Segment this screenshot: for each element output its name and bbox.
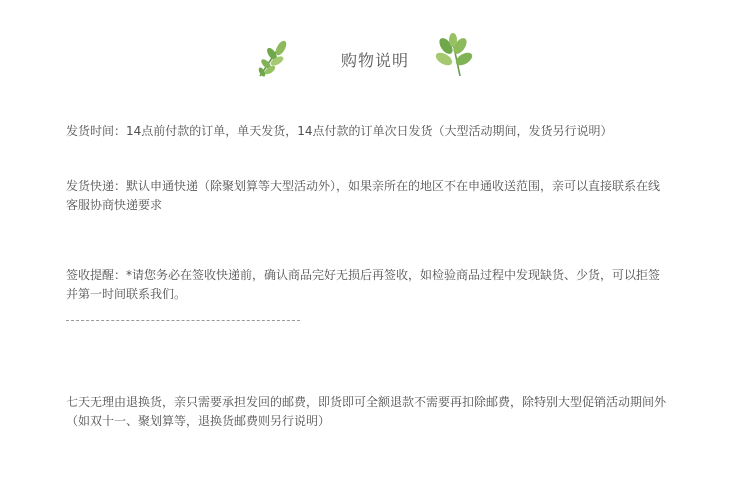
dashed-divider: [66, 320, 300, 321]
page-title: 购物说明: [340, 51, 409, 70]
return-policy-text: 七天无理由退换货，亲只需要承担发回的邮费，即货即可全额退款不需要再扣除邮费，除特别大型促销活动期间外（如双十一、聚划算等，退换货邮费则另行说明）: [66, 395, 667, 428]
shipping-time-text: 发货时间：14点前付款的订单，单天发货，14点付款的订单次日发货（大型活动期间，发货另行说明）: [66, 124, 613, 138]
shipping-courier-text: 发货快递：默认申通快递（除聚划算等大型活动外），如果亲所在的地区不在申通收送范围，亲可以直接联系在线客服协商快递要求: [66, 179, 661, 212]
leaf-sprig-icon: [430, 32, 476, 78]
receipt-reminder-text: 签收提醒：*请您务必在签收快递前，确认商品完好无损后再签收，如检验商品过程中发现缺货、少货，可以拒签并第一时间联系我们。: [66, 268, 661, 301]
header: [0, 30, 750, 80]
